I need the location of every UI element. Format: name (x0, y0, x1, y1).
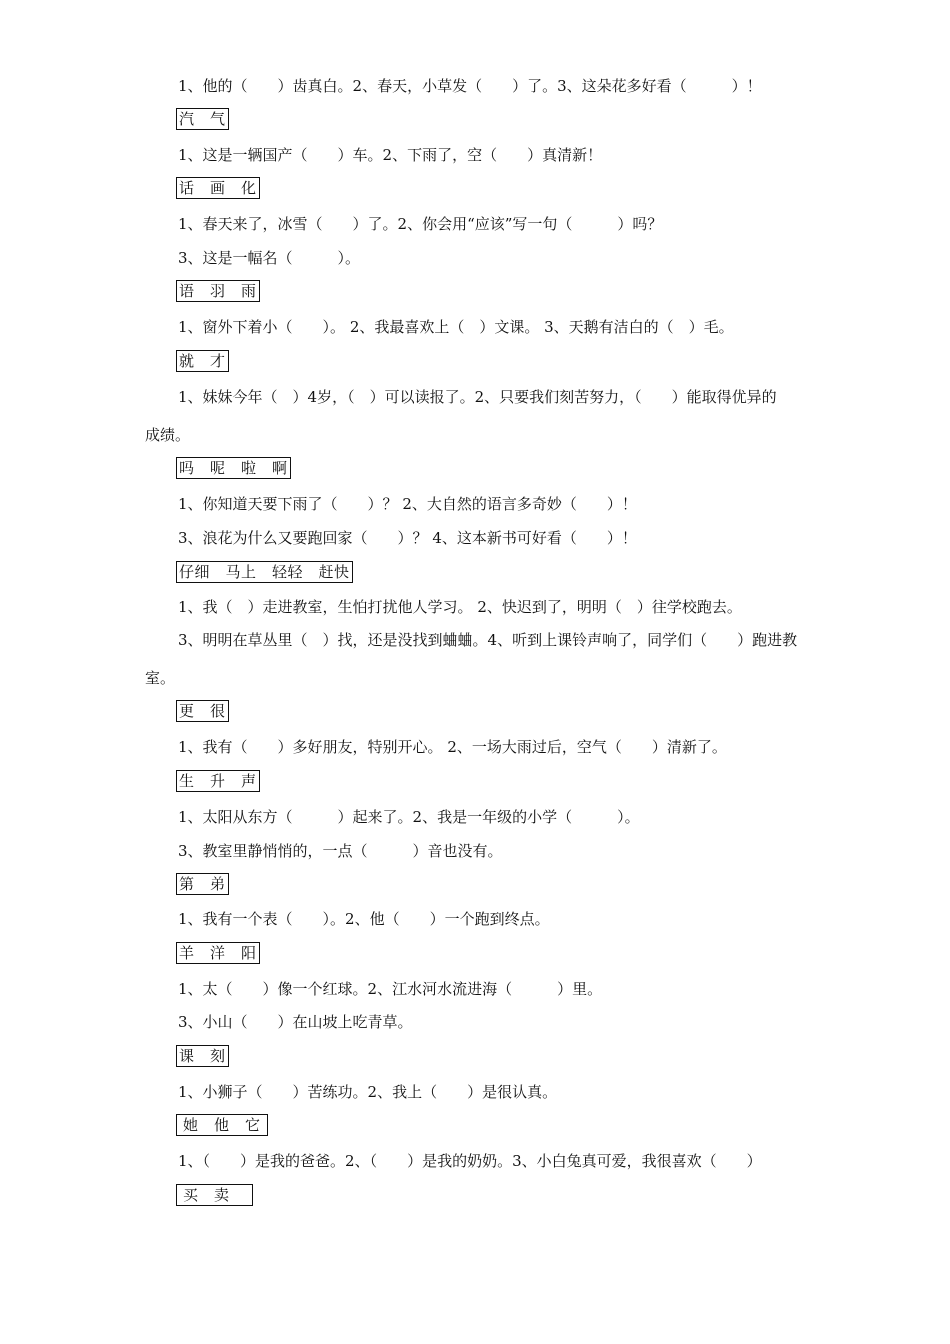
exercise-line: 1、我有一个表（ ）。2、他（ ）一个跑到终点。 (178, 910, 550, 928)
exercise-line: 1、妹妹今年（ ）4岁，（ ）可以读报了。2、只要我们刻苦努力，（ ）能取得优异的 (178, 388, 777, 406)
exercise-line: 3、这是一幅名（ ）。 (178, 249, 361, 267)
word-choice-box: 语 羽 雨 (176, 280, 260, 302)
exercise-line: 3、小山（ ）在山坡上吃青草。 (178, 1013, 413, 1031)
exercise-line: 1、（ ）是我的爸爸。2、（ ）是我的奶奶。3、小白兔真可爱，我很喜欢（ ） (178, 1152, 762, 1170)
exercise-line: 3、教室里静悄悄的，一点（ ）音也没有。 (178, 842, 503, 860)
exercise-line: 1、太阳从东方（ ）起来了。2、我是一年级的小学（ ）。 (178, 808, 640, 826)
word-choice-box: 课 刻 (176, 1045, 229, 1067)
exercise-line: 1、我有（ ）多好朋友，特别开心。 2、一场大雨过后，空气（ ）清新了。 (178, 738, 727, 756)
word-choice-box: 第 弟 (176, 873, 229, 895)
exercise-line-continued: 成绩。 (145, 426, 191, 444)
word-choice-box: 仔细 马上 轻轻 赶快 (176, 561, 353, 583)
exercise-line: 1、窗外下着小（ ）。 2、我最喜欢上（ ）文课。 3、天鹅有洁白的（ ）毛。 (178, 318, 734, 336)
exercise-line: 1、春天来了，冰雪（ ）了。2、你会用“应该”写一句（ ）吗？ (178, 215, 663, 233)
exercise-line: 1、太（ ）像一个红球。2、江水河水流进海（ ）里。 (178, 980, 603, 998)
exercise-line: 3、浪花为什么又要跑回家（ ）？ 4、这本新书可好看（ ）！ (178, 529, 637, 547)
word-choice-box: 吗 呢 啦 啊 (176, 457, 291, 479)
exercise-line: 1、小狮子（ ）苦练功。2、我上（ ）是很认真。 (178, 1083, 558, 1101)
exercise-line: 3、明明在草丛里（ ）找，还是没找到蛐蛐。4、听到上课铃声响了，同学们（ ）跑进教 (178, 631, 798, 649)
word-choice-box: 话 画 化 (176, 177, 260, 199)
exercise-line: 1、他的（ ）齿真白。2、春天，小草发（ ）了。3、这朵花多好看（ ）！ (178, 77, 762, 95)
word-choice-box: 就 才 (176, 350, 229, 372)
exercise-line-continued: 室。 (145, 669, 176, 687)
word-choice-box: 羊 洋 阳 (176, 942, 260, 964)
word-choice-box: 生 升 声 (176, 770, 260, 792)
word-choice-box: 更 很 (176, 700, 229, 722)
exercise-line: 1、这是一辆国产（ ）车。2、下雨了，空（ ）真清新！ (178, 146, 603, 164)
exercise-line: 1、我（ ）走进教室，生怕打扰他人学习。 2、快迟到了，明明（ ）往学校跑去。 (178, 598, 742, 616)
word-choice-box: 汽 气 (176, 108, 229, 130)
word-choice-box: 买 卖 (176, 1184, 253, 1206)
word-choice-box: 她 他 它 (176, 1114, 268, 1136)
exercise-line: 1、你知道天要下雨了（ ）？ 2、大自然的语言多奇妙（ ）！ (178, 495, 637, 513)
